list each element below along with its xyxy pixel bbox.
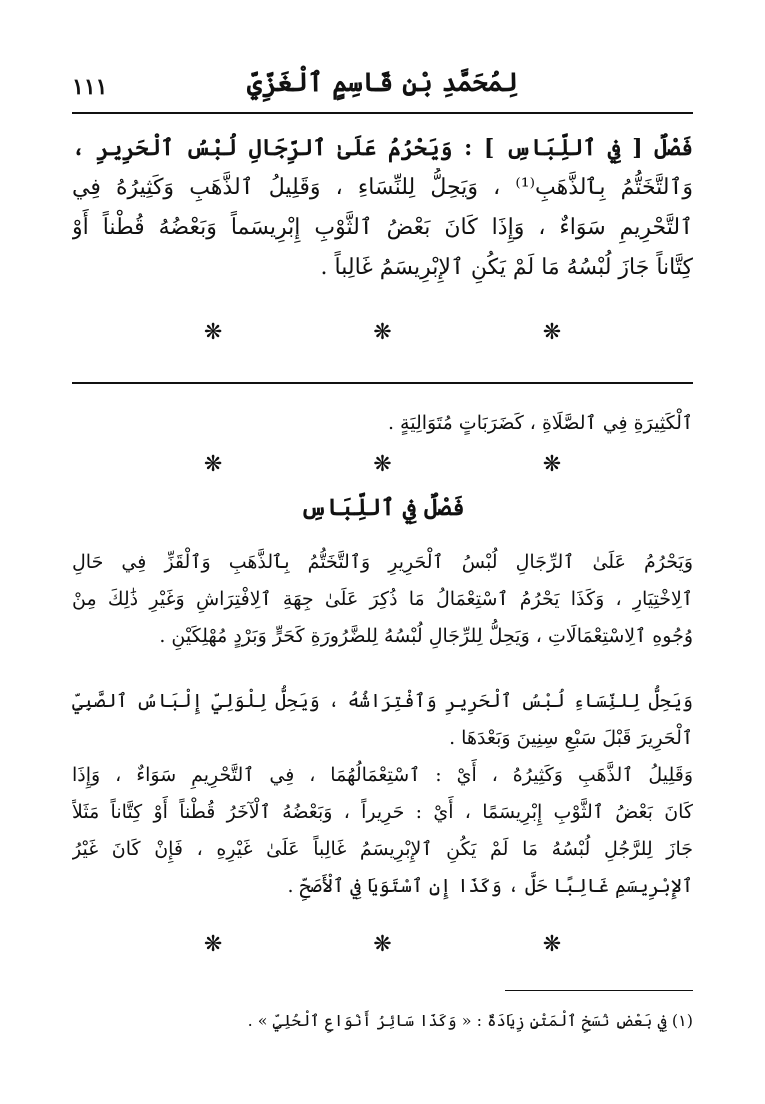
section-heading: فَصْلٌ فِي ٱللِّبَاسِ [300,494,465,521]
main-text [72,128,693,288]
commentary-paragraph-3 [72,683,693,757]
page-number: ١١١ [72,74,108,100]
commentary-line: كَانَ بَعْضُ ٱلثَّوْبِ إِبْرِيسَمًا ، أَيْ : حَرِيراً ، وَبَعْضُهُ ٱلْآخَرُ قُطْناً أَوْ كِتَّاناً مَثَلاً [72,801,693,823]
commentary-line: ٱلْكَثِيرَةِ فِي ٱلصَّلَاةِ ، كَضَرَبَاتٍ مُتَوَالِيَةٍ . [387,412,693,434]
commentary-line: ٱلِاخْتِيَارِ ، وَكَذَا يَحْرُمُ ٱسْتِعْمَالُ مَا ذُكِرَ عَلَىٰ جِهَةِ ٱلِافْتِرَاشِ وَغَيْرِ ذَٰلِكَ مِنْ [72,588,693,610]
section-separator: ❋ ❋ ❋ [203,452,634,477]
main-text-line: كِتَّاناً جَازَ لُبْسُهُ مَا لَمْ يَكُنِ ٱلإِبْرِيسَمُ غَالِباً . [320,255,693,280]
commentary-line: ٱلإِبْرِيسَمِ غَالِبًا حَلَّ ، وَكَذَا إِنِ ٱسْتَوَيَا فِي ٱلْأَصَحِّ . [287,875,693,897]
text-commentary-divider [72,382,693,384]
footnote: (١) فِي بَعْضِ نُسَخِ ٱلْمَتْنِ زِيَادَةٌ : « وَكَذَا سَائِرُ أَنْوَاعِ ٱلْحُلِيِّ » . [247,1011,693,1030]
commentary-line: وَقَلِيلُ ٱلذَّهَبِ وَكَثِيرُهُ ، أَيْ : ٱسْتِعْمَالُهُمَا ، فِي ٱلتَّحْرِيمِ سَوَاءٌ ، وَإِذَا [72,764,693,786]
main-text-line: وَٱلتَّخَتُّمُ بِٱلذَّهَبِ⁽¹⁾ ، وَيَحِلُّ لِلنِّسَاءِ ، وَقَلِيلُ ٱلذَّهَبِ وَكَثِيرُهُ فِي [72,175,693,200]
commentary-paragraph-2 [72,544,693,655]
main-text-line: فَصْلٌ [ فِي ٱللِّبَاسِ ] : وَيَحْرُمُ عَلَىٰ ٱلرِّجَالِ لُبْسُ ٱلْحَرِيرِ ، [72,135,693,161]
commentary-paragraph-1 [72,405,693,442]
footnote-rule [505,990,693,991]
section-separator: ❋ ❋ ❋ [203,932,634,957]
commentary-line: وُجُوهِ ٱلِاسْتِعْمَالَاتِ ، وَيَحِلُّ لِلرِّجَالِ لُبْسُهُ لِلضَّرُورَةِ كَحَرٍّ وَبَرْدٍ مُهْلِكَيْنِ . [159,625,693,647]
commentary-line: وَيَحْرُمُ عَلَىٰ ٱلرِّجَالِ لُبْسُ ٱلْحَرِيرِ وَٱلتَّخَتُّمُ بِٱلذَّهَبِ وَٱلْقَزِّ فِي حَالِ [72,551,693,573]
commentary-line: وَيَحِلُّ لِلنِّسَاءِ لُبْسُ ٱلْحَرِيرِ وَٱفْتِرَاشُهُ ، وَيَحِلُّ لِلْوَلِيِّ إِلْبَاسُ ٱلصَّبِيِّ [72,690,693,712]
commentary-line: جَازَ لِلرَّجُلِ لُبْسُهُ مَا لَمْ يَكُنِ ٱلإِبْرِيسَمُ غَالِباً عَلَىٰ غَيْرِهِ ، فَإِنْ كَانَ غَيْرُ [72,838,693,860]
page-header [72,60,693,114]
section-separator: ❋ ❋ ❋ [203,320,634,345]
commentary-line: ٱلْحَرِيرَ قَبْلَ سَبْعِ سِنِينَ وَبَعْدَهَا . [449,727,693,749]
commentary-paragraph-4 [72,757,693,905]
running-title: لِمُحَمَّدِ بْنِ قَاسِمٍ ٱلْغَزِّيِّ [247,68,518,98]
main-text-line: ٱلتَّحْرِيمِ سَوَاءٌ ، وَإِذَا كَانَ بَعْضُ ٱلثَّوْبِ إِبْرِيسَماً وَبَعْضُهُ قُطْناً أَوْ [72,215,693,240]
